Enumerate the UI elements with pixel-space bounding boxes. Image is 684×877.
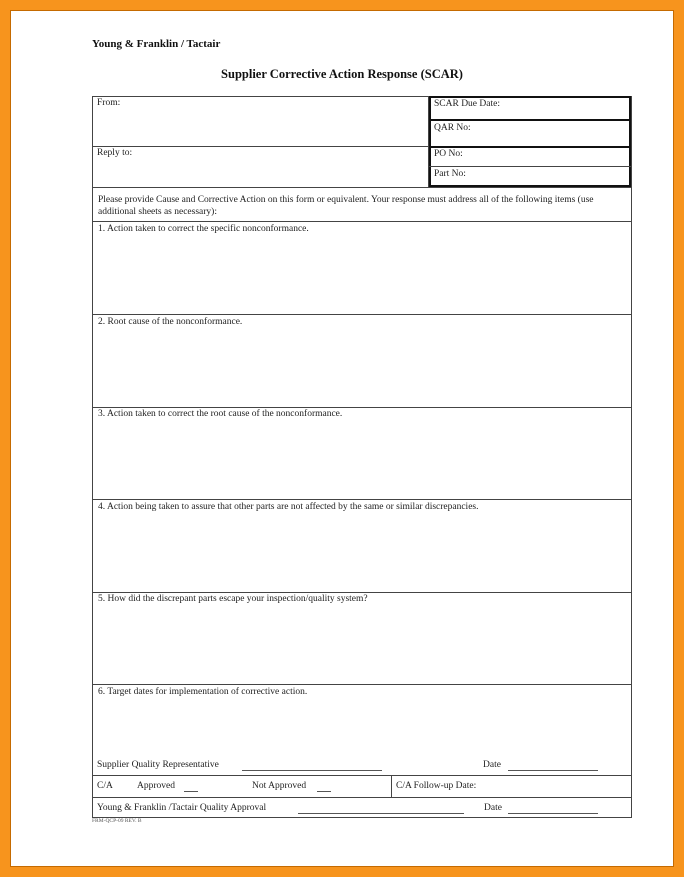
section-6-field[interactable]: 6. Target dates for implementation of corrective action. (98, 687, 308, 697)
date-line-1[interactable] (508, 770, 598, 771)
section-1-field[interactable]: 1. Action taken to correct the specific nonconformance. (98, 224, 309, 234)
form-title: Supplier Corrective Action Response (SCAR) (221, 67, 463, 81)
supplier-rep-signature-line[interactable] (242, 770, 382, 771)
section-5-field[interactable]: 5. How did the discrepant parts escape your inspection/quality system? (98, 594, 368, 604)
form-number: FRM-QCP-09 REV. B (92, 818, 142, 824)
qar-no-field[interactable]: QAR No: (434, 123, 471, 133)
company-name: Young & Franklin / Tactair (92, 38, 221, 50)
not-approved-label: Not Approved (252, 781, 307, 791)
yf-approval-label: Young & Franklin /Tactair Quality Approval (97, 803, 267, 813)
instructions-text: Please provide Cause and Corrective Action on this form or equivalent. Your response must address all of the following items (use additional sheets as necessary): (98, 195, 594, 217)
section-3-field[interactable]: 3. Action taken to correct the root cause of the nonconformance. (98, 409, 343, 419)
from-field[interactable]: From: (97, 98, 121, 108)
section-2-field[interactable]: 2. Root cause of the nonconformance. (98, 317, 243, 327)
supplier-rep-label: Supplier Quality Representative (97, 760, 219, 770)
date-label-1: Date (483, 760, 501, 770)
ca-followup-label[interactable]: C/A Follow-up Date: (396, 781, 477, 791)
reply-to-field[interactable]: Reply to: (97, 148, 133, 158)
date-label-2: Date (484, 803, 502, 813)
from-divider (92, 146, 429, 147)
approved-label: Approved (137, 781, 175, 791)
date-line-2[interactable] (508, 813, 598, 814)
section-4-field[interactable]: 4. Action being taken to assure that other parts are not affected by the same or similar discrepancies. (98, 502, 479, 512)
yf-approval-signature-line[interactable] (298, 813, 464, 814)
ca-label: C/A (97, 781, 113, 791)
po-no-field[interactable]: PO No: (434, 149, 463, 159)
part-no-field[interactable]: Part No: (434, 169, 466, 179)
not-approved-checkbox-line[interactable] (317, 791, 331, 792)
scar-due-date-field[interactable]: SCAR Due Date: (434, 99, 500, 109)
approved-checkbox-line[interactable] (184, 791, 198, 792)
